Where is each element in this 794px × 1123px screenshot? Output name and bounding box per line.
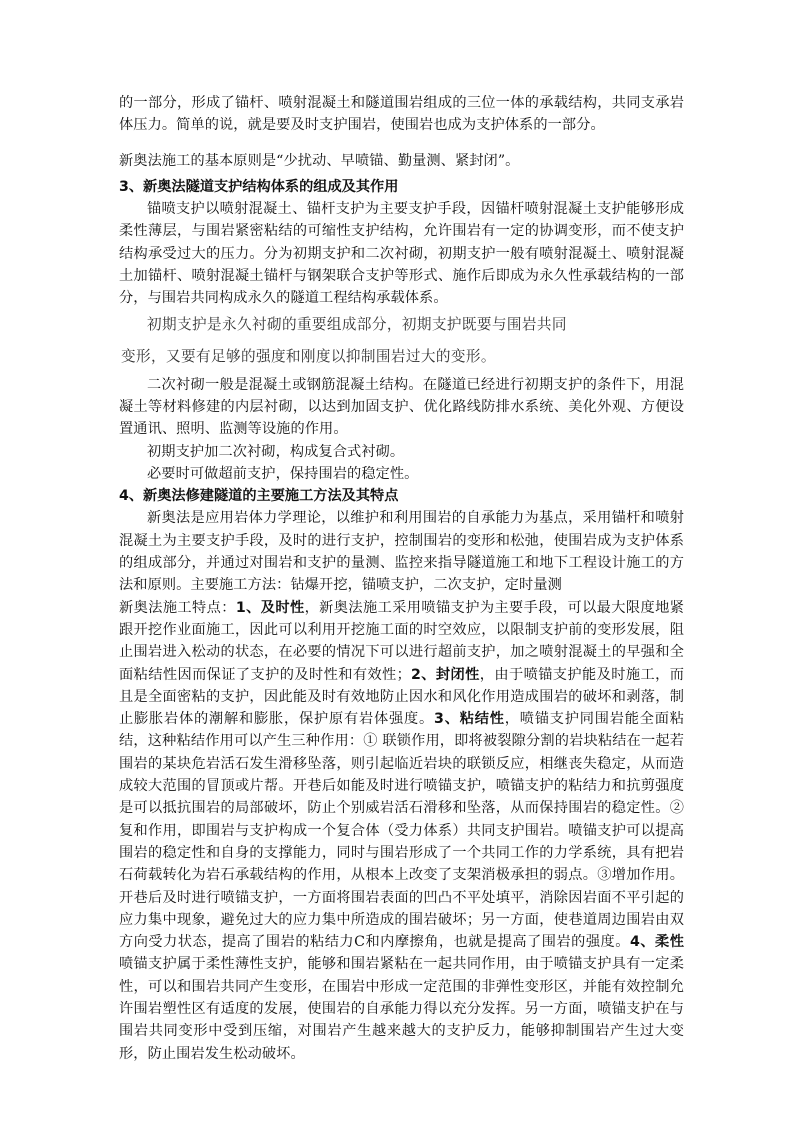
section-heading-3: 3、新奥法隧道支护结构体系的组成及其作用	[119, 178, 399, 195]
section-heading-4: 4、新奥法修建隧道的主要施工方法及其特点	[119, 488, 399, 505]
feature-keyword-flexibility: 4、柔性	[629, 934, 684, 951]
feature-keyword-bonding: 3、粘结性	[434, 711, 505, 728]
paragraph-secondary-lining: 二次衬砌一般是混凝土或钢筋混凝土结构。在隧道已经进行初期支护的条件下，用混凝土等材料修建的内层衬砌，以达到加固支护、优化路线防排水系统、美化外观、方便设置通讯、照明、监测等设施的作用。	[119, 376, 684, 438]
scanned-text-line-2: 变形，又要有足够的强度和刚度以抑制围岩过大的变形。	[121, 347, 496, 365]
paragraph-intro: 的一部分，形成了锚杆、喷射混凝土和隧道围岩组成的三位一体的承载结构，共同支承岩体压力。简单的说，就是要及时支护围岩，使围岩也成为支护体系的一部分。	[119, 95, 684, 134]
paragraph-principles: 新奥法施工的基本原则是“少扰动、早喷锚、勤量测、紧封闭”。	[119, 152, 520, 169]
feature-keyword-closure: 2、封闭性	[410, 666, 480, 683]
paragraph-features	[119, 597, 684, 1065]
features-text-2: ，由于喷锚支护能及时施工，而且是全面密粘的支护，因此能及时有效地防止因水和风化作用造成围岩的破坏和剥落，制止膨胀岩体的潮解和膨胀，保护原有岩体强度。	[119, 666, 685, 728]
features-intro: 新奥法施工特点：	[119, 599, 236, 616]
document-page	[119, 92, 684, 1065]
paragraph-advance-support: 必要时可做超前支护，保持围岩的稳定性。	[147, 465, 419, 482]
scanned-text-line-1: 初期支护是永久衬砌的重要组成部分，初期支护既要与围岩共同	[147, 315, 567, 333]
paragraph-composite-lining: 初期支护加二次衬砌，构成复合式衬砌。	[147, 443, 405, 460]
paragraph-support-system: 锚喷支护以喷射混凝土、锚杆支护为主要支护手段，因锚杆喷射混凝土支护能够形成柔性薄层，与围岩紧密粘结的可缩性支护结构，允许围岩有一定的协调变形，而不使支护结构承受过大的压力。分为初期支护和二次衬砌，初期支护一般有喷射混凝土、喷射混凝土加锚杆、喷射混凝土锚杆与钢架联合支护等形式、施作后即成为永久性承载结构的一部分，与围岩共同构成永久的隧道工程结构承载体系。	[119, 201, 684, 307]
features-text-4: 喷锚支护属于柔性薄性支护，能够和围岩紧粘在一起共同作用，由于喷锚支护具有一定柔性，可以和围岩共同产生变形，在围岩中形成一定范围的非弹性变形区，并能有效控制允许围岩塑性区有适度的发展，使围岩的自承能力得以充分发挥。另一方面，喷锚支护在与围岩共同变形中受到压缩，对围岩产生越来越大的支护反力，能够抑制围岩产生过大变形，防止围岩发生松动破坏。	[119, 956, 684, 1062]
features-text-3: ，喷锚支护同围岩能全面粘结，这种粘结作用可以产生三种作用：① 联锁作用，即将被裂隙分割的岩块粘结在一起若围岩的某块危岩活石发生滑移坠落，则引起临近岩块的联锁反应，相继丧失稳定，从而造成较大范围的冒顶或片帮。开巷后如能及时进行喷锚支护，喷锚支护的粘结力和抗剪强度是可以抵抗围岩的局部破坏，防止个别威岩活石滑移和坠落，从而保持围岩的稳定性。②复和作用，即围岩与支护构成一个复合体（受力体系）共同支护围岩。喷锚支护可以提高围岩的稳定性和自身的支撑能力，同时与围岩形成了一个共同工作的力学系统，具有把岩石荷载转化为岩石承载结构的作用，从根本上改变了支架消极承担的弱点。③增加作用。开巷后及时进行喷锚支护，一方面将围岩表面的凹凸不平处填平，消除因岩面不平引起的应力集中现象，避免过大的应力集中所造成的围岩破坏；另一方面，使巷道周边围岩由双方向受力状态，提高了围岩的粘结力C和内摩擦角，也就是提高了围岩的强度。	[119, 711, 684, 951]
features-text-1: ，新奥法施工采用喷锚支护为主要手段，可以最大限度地紧跟开挖作业面施工，因此可以利用开挖施工面的时空效应，以限制支护前的变形发展，阻止围岩进入松动的状态，在必要的情况下可以进行超前支护，加之喷射混凝土的早强和全面粘结性因而保证了支护的及时性和有效性；	[119, 599, 684, 683]
feature-keyword-timeliness: 1、及时性	[235, 599, 305, 616]
paragraph-methods: 新奥法是应用岩体力学理论，以维护和利用围岩的自承能力为基点，采用锚杆和喷射混凝土为主要支护手段，及时的进行支护，控制围岩的变形和松弛，使围岩成为支护体系的组成部分，并通过对围岩和支护的量测、监控来指导隧道施工和地下工程设计施工的方法和原则。主要施工方法：钻爆开挖，锚喷支护，二次支护，定时量测	[119, 510, 684, 594]
